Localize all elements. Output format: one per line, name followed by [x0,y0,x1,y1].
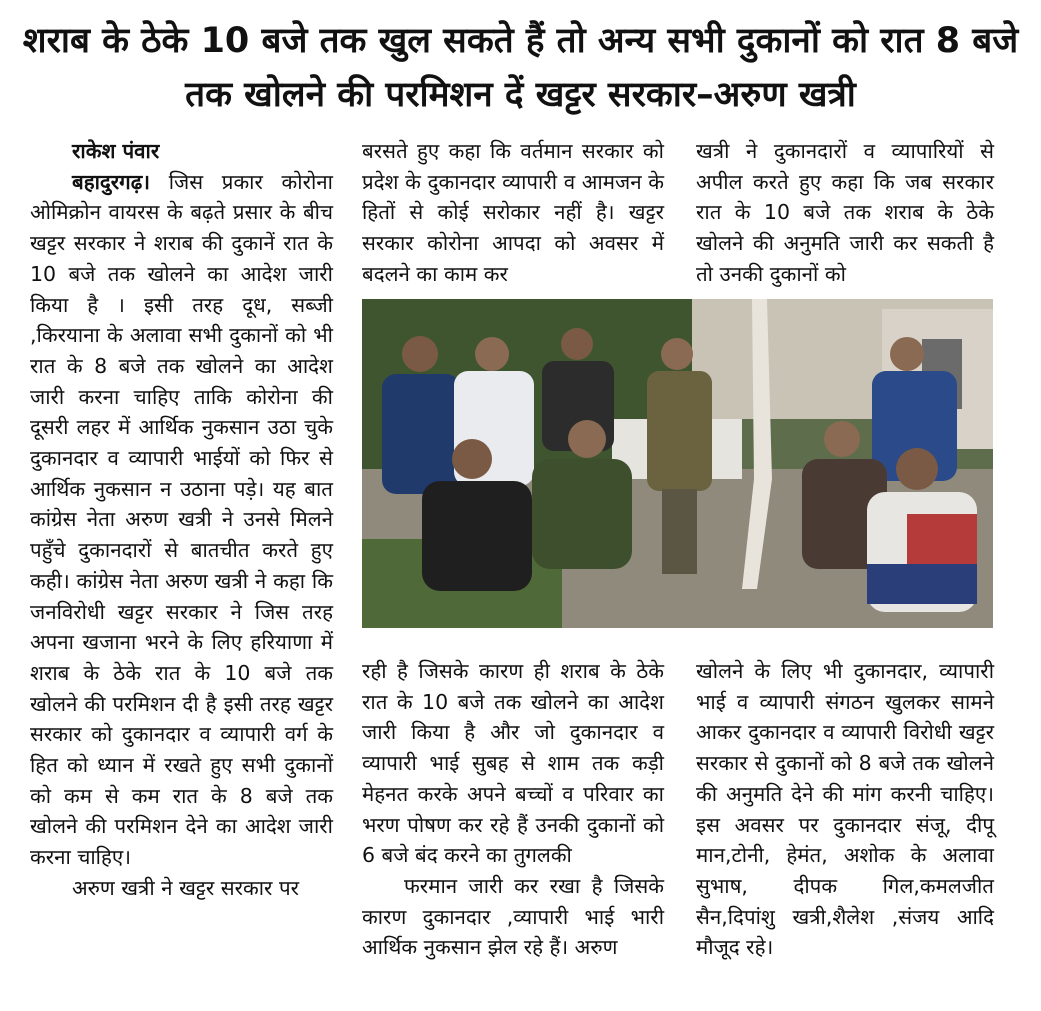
news-photo [362,299,993,628]
column-1 [30,136,333,904]
column-2-bottom [362,656,664,963]
column-3-top-text: खत्री ने दुकानदारों व व्यापारियों से अपील करते हुए कहा कि जब सरकार रात के 10 बजे तक शराब के ठेके खोलने की अनुमति जारी कर सकती है तो उनकी दुकानों को [696,139,994,286]
byline: राकेश पंवार [72,139,160,163]
column-2-top [362,136,664,290]
column-3-top [696,136,994,290]
column-1-paragraph-1 [30,167,333,873]
column-1-paragraph-2: अरुण खत्री ने खट्टर सरकार पर [72,875,299,900]
dateline: बहादुरगढ़। [72,169,151,194]
column-2-top-text: बरसते हुए कहा कि वर्तमान सरकार को प्रदेश के दुकानदार व्यापारी व आमजन के हितों से कोई सरोकार नहीं है। खट्टर सरकार कोरोना आपदा को अवसर में बदलने का काम कर [362,139,664,286]
news-photo-illustration [362,299,993,628]
column-3-bottom [696,656,994,963]
column-2-bottom-paragraph-2: फरमान जारी कर रखा है जिसके कारण दुकानदार ,व्यापारी भाई भारी आर्थिक नुकसान झेल रहे हैं। अरुण [362,873,664,960]
headline: शराब के ठेके 10 बजे तक खुल सकते हैं तो अन्य सभी दुकानों को रात 8 बजे तक खोलने की परमिशन दें खट्टर सरकार–अरुण खत्री [22,21,1019,115]
column-1-paragraph-1-text: जिस प्रकार कोरोना ओमिक्रोन वायरस के बढ़ते प्रसार के बीच खट्टर सरकार ने शराब की दुकानें रात के 10 बजे तक खोलने का आदेश जारी किया है । इसी तरह दूध, सब्जी ,किरयाना के अलावा सभी दुकानों को भी रात के 8 बजे तक खोलने का आदेश जारी करना चाहिए ताकि कोरोना की दूसरी लहर में आर्थिक नुकसान उठा चुके दुकानदार व व्यापारी भाईयों को फिर से आर्थिक नुकसान न उठाना पड़े। यह बात कांग्रेस नेता अरुण खत्री ने उनसे मिलने पहुँचे दुकानदारों से बातचीत करते हुए कही। कांग्रेस नेता अरुण खत्री ने कहा कि जनविरोधी खट्टर सरकार ने जिस तरह अपना खजाना भरने के लिए हरियाणा में शराब के ठेके रात के 10 बजे तक खोलने की परमिशन दी है इसी तरह खट्टर सरकार को दुकानदार व व्यापारी वर्ग के हित को ध्यान में रखते हुए सभी दुकानों को कम से कम रात के 8 बजे तक खोलने की परमिशन देने का आदेश जारी करना चाहिए। [30,169,333,870]
column-2-bottom-paragraph-1: रही है जिसके कारण ही शराब के ठेके रात के 10 बजे तक खोलने का आदेश जारी किया है और जो दुकानदार व व्यापारी भाई सुबह से शाम तक कड़ी मेहनत करके अपने बच्चों व परिवार का भरण पोषण कर रहे हैं उनकी दुकानों को 6 बजे बंद करने का तुगलकी [362,659,664,868]
column-3-bottom-text: खोलने के लिए भी दुकानदार, व्यापारी भाई व व्यापारी संगठन खुलकर सामने आकर दुकानदार व व्यापारी विरोधी खट्टर सरकार से दुकानों को 8 बजे तक खोलने की अनुमति देने की मांग करनी चाहिए। इस अवसर पर दुकानदार संजू, दीपू मान,टोनी, हेमंत, अशोक के अलावा सुभाष, दीपक गिल,कमलजीत सैन,दिपांशु खत्री,शैलेश ,संजय आदि मौजूद रहे। [696,659,994,960]
